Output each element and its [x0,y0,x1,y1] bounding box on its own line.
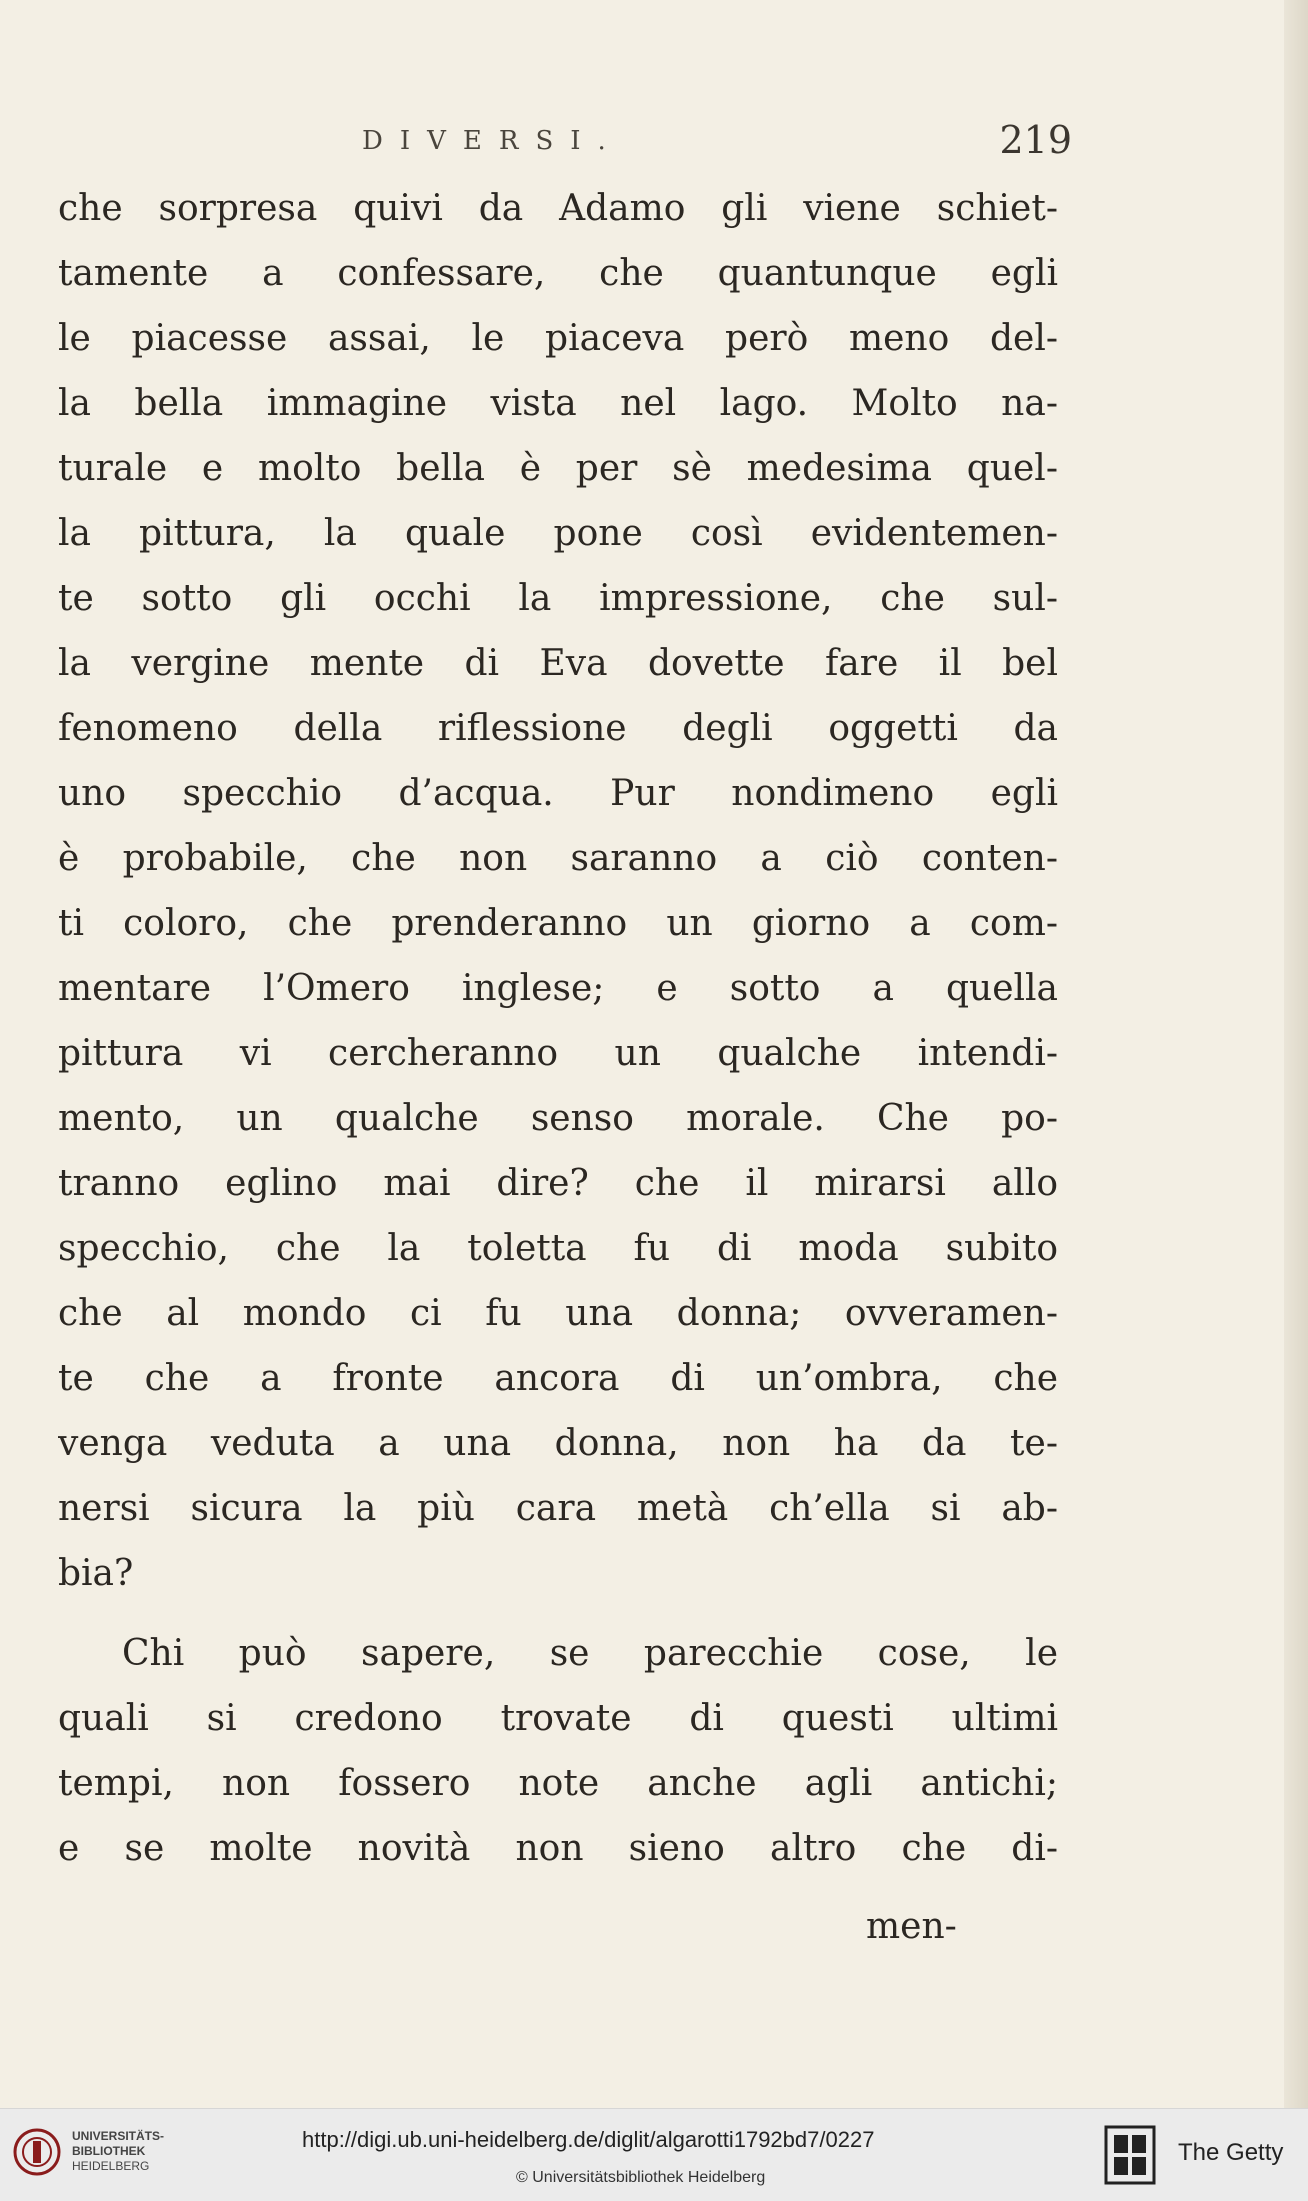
library-name-line: UNIVERSITÄTS- [72,2129,165,2143]
text-line: venga veduta a una donna, non ha da te- [58,1423,1058,1464]
page-number: 219 [999,118,1072,162]
text-line: fenomeno della riflessione degli oggetti da [58,708,1058,749]
text-line: tempi, non fossero note anche agli antichi; [58,1763,1058,1804]
text-line: che sorpresa quivi da Adamo gli viene schiet- [58,188,1058,229]
running-head [62,118,1072,168]
text-line: ti coloro, che prenderanno un giorno a com- [58,903,1058,944]
library-name-line: BIBLIOTHEK [72,2144,146,2158]
text-line: e se molte novità non sieno altro che di- [58,1828,1058,1869]
text-line: te sotto gli occhi la impressione, che sul- [58,578,1058,619]
text-line: quali si credono trovate di questi ultimi [58,1698,1058,1739]
text-line: la bella immagine vista nel lago. Molto na- [58,383,1058,424]
text-line: tranno eglino mai dire? che il mirarsi allo [58,1163,1058,1204]
text-line: mentare l’Omero inglese; e sotto a quella [58,968,1058,1009]
text-line: turale e molto bella è per sè medesima quel- [58,448,1058,489]
page-edge [1284,0,1308,2108]
text-line: bia? [58,1553,134,1594]
library-name-line: HEIDELBERG [72,2159,150,2173]
getty-logo-icon [1104,2125,1156,2185]
library-name [72,2129,164,2174]
text-line: tamente a confessare, che quantunque egli [58,253,1058,294]
text-line: la vergine mente di Eva dovette fare il bel [58,643,1058,684]
catchword: men- [866,1906,957,1947]
text-line: te che a fronte ancora di un’ombra, che [58,1358,1058,1399]
text-line: è probabile, che non saranno a ciò conten- [58,838,1058,879]
text-line: che al mondo ci fu una donna; ovveramen- [58,1293,1058,1334]
partner-name: The Getty [1178,2139,1284,2166]
university-seal-icon [12,2127,62,2177]
text-line: nersi sicura la più cara metà ch’ella si ab- [58,1488,1058,1529]
running-title: DIVERSI. [362,126,623,156]
text-line: mento, un qualche senso morale. Che po- [58,1098,1058,1139]
text-line: specchio, che la toletta fu di moda subito [58,1228,1058,1269]
copyright-notice: © Universitätsbibliothek Heidelberg [516,2169,766,2186]
text-line: pittura vi cercheranno un qualche intendi- [58,1033,1058,1074]
viewer-footer [0,2108,1308,2201]
text-line: le piacesse assai, le piaceva però meno del- [58,318,1058,359]
body-text [58,176,1058,1881]
text-line: la pittura, la quale pone così evidentemen- [58,513,1058,554]
text-line: uno specchio d’acqua. Pur nondimeno egli [58,773,1058,814]
paragraph-start-line: Chi può sapere, se parecchie cose, le [122,1633,1058,1674]
permalink-url[interactable]: http://digi.ub.uni-heidelberg.de/diglit/algarotti1792bd7/0227 [302,2127,875,2152]
